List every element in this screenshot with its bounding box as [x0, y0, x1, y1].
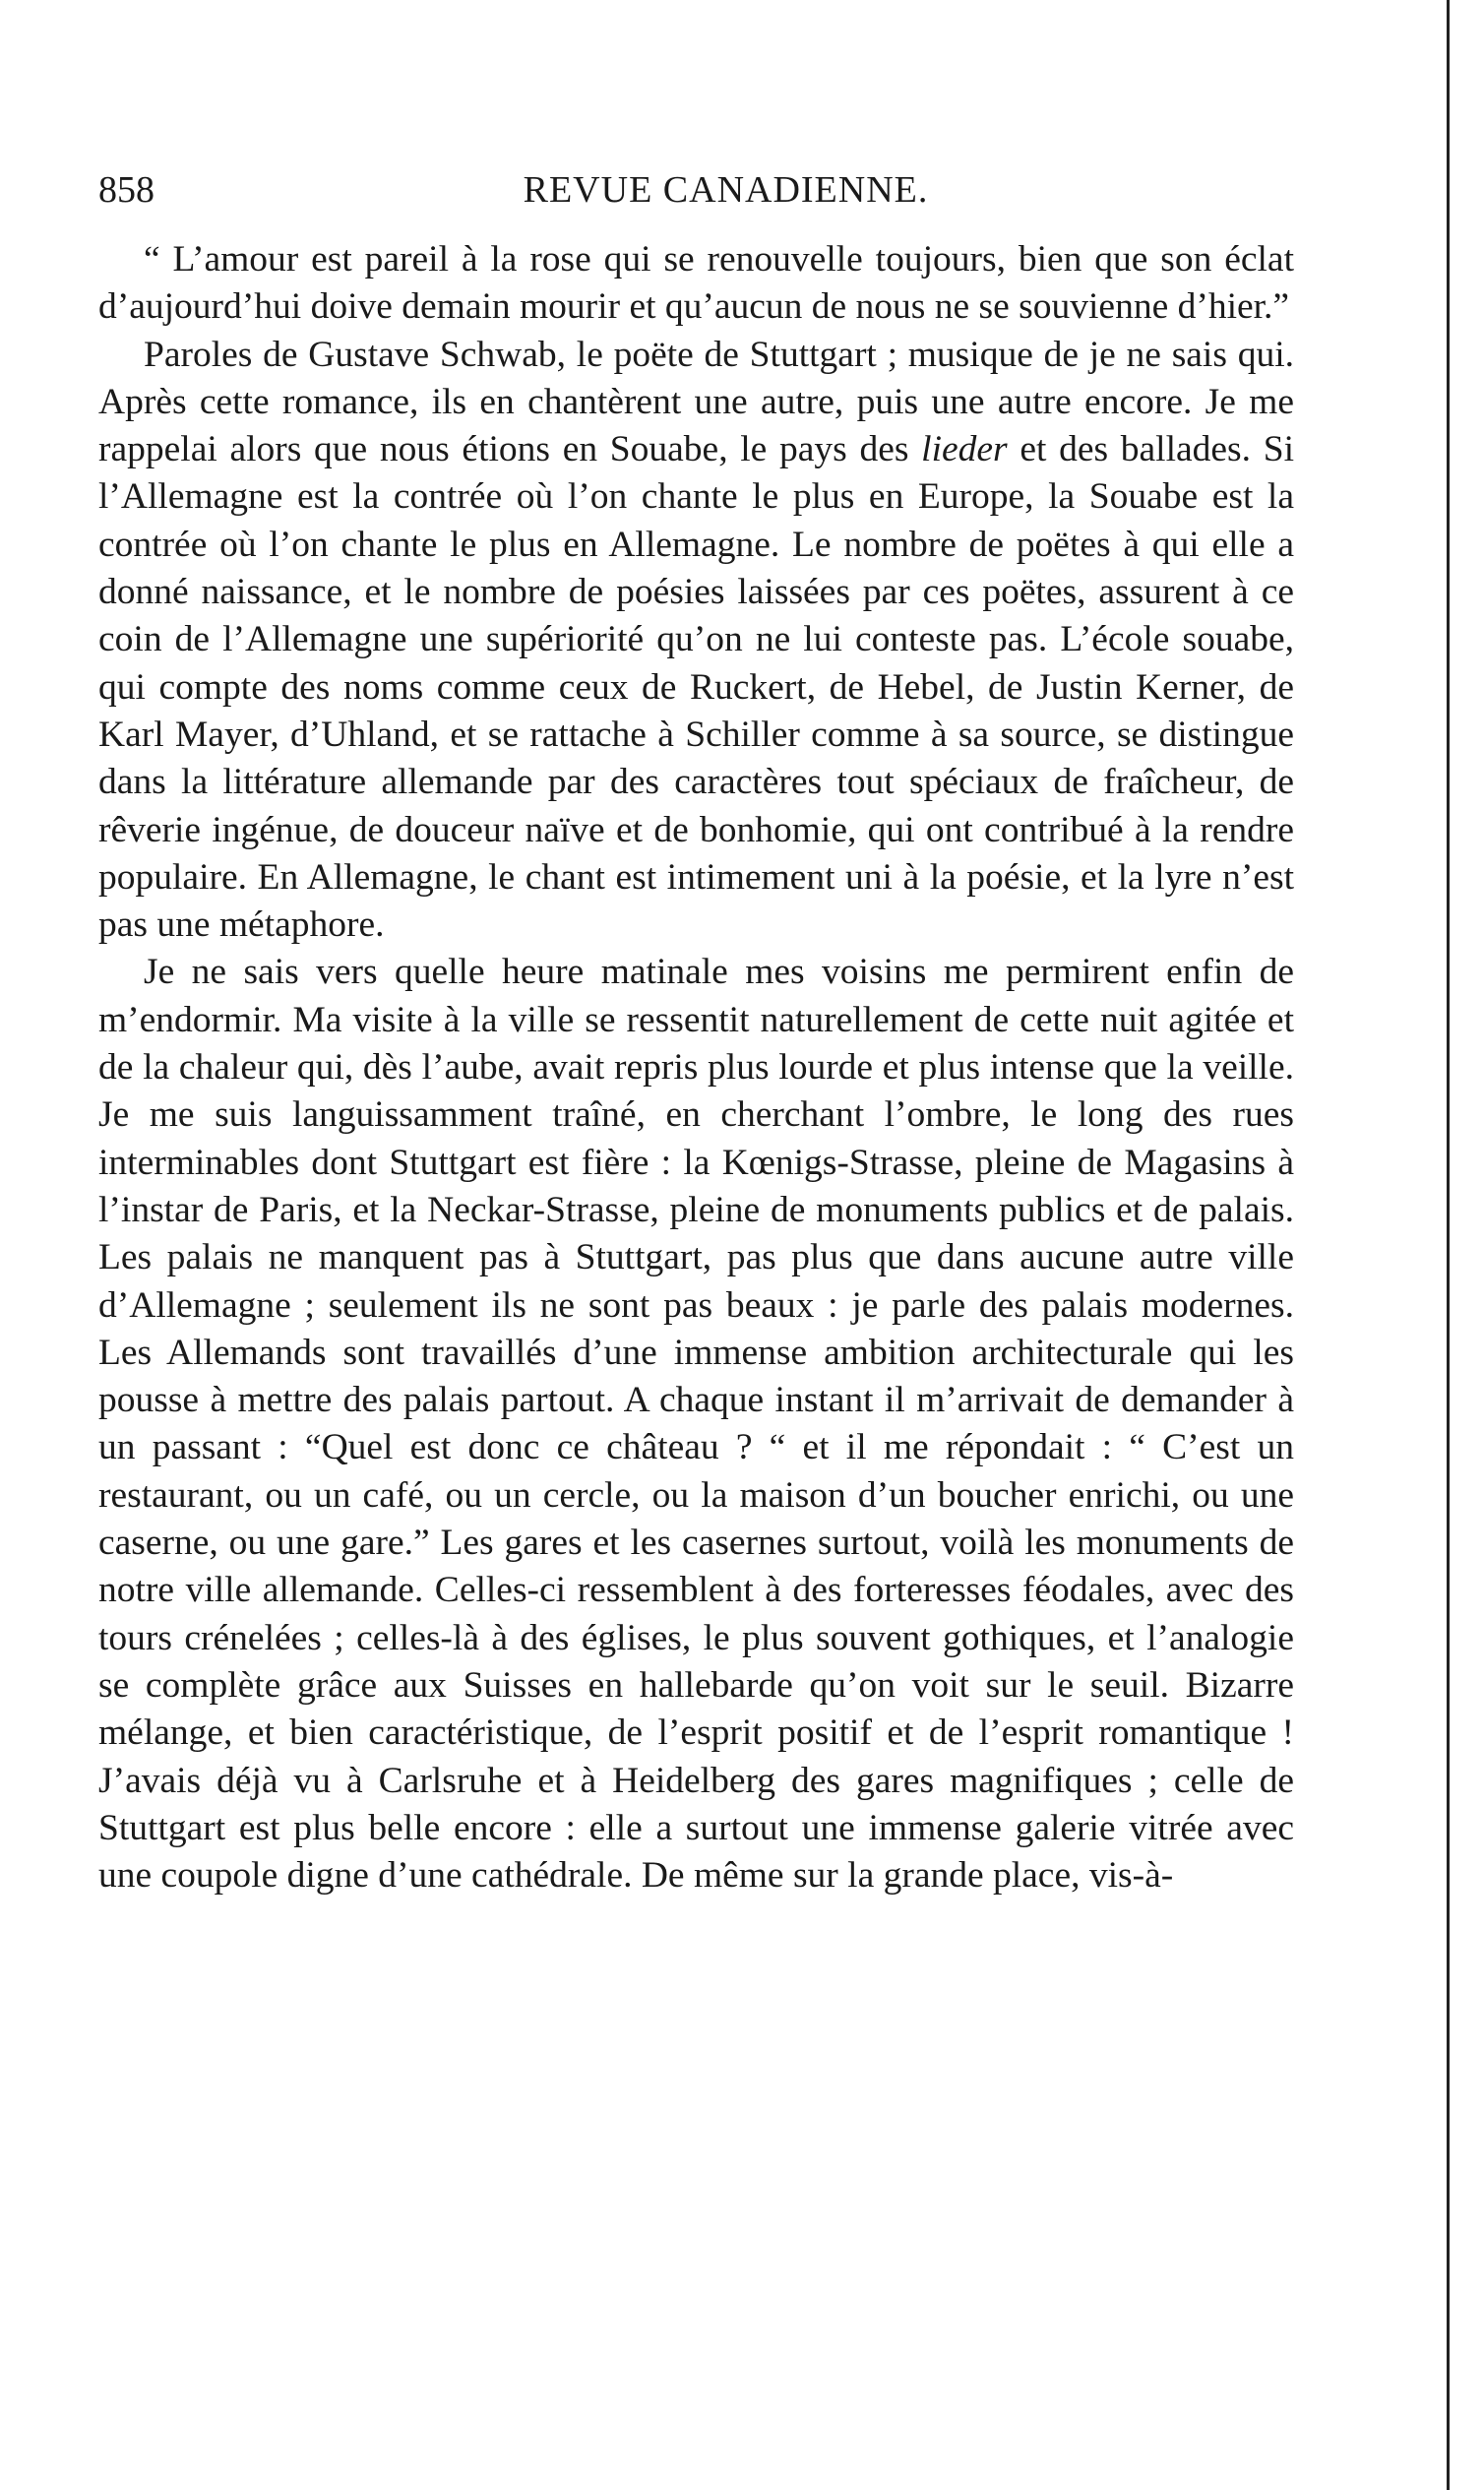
paragraph-stuttgart: Je ne sais vers quelle heure matinale mes voisins me permirent enfin de m’endormir. Ma visite à la ville se ressentit naturellement de cette nuit agitée et de la chaleur qui, dès l’aube, avait repris plus lourde et plus intense que la veille. Je me suis languissamment traîné, en cherchant l’ombre, le long des rues interminables dont Stuttgart est fière : la Kœnigs-Strasse, pleine de Magasins à l’instar de Paris, et la Neckar-Strasse, pleine de monuments publics et de palais. Les palais ne manquent pas à Stuttgart, pas plus que dans aucune autre ville d’Allemagne ; seulement ils ne sont pas beaux : je parle des palais modernes. Les Allemands sont travaillés d’une immense ambition architecturale qui les pousse à mettre des palais partout. A chaque instant il m’arrivait de demander à un passant : “Quel est donc ce château ? “ et il me répondait : “ C’est un restaurant, ou un café, ou un cercle, ou la maison d’un boucher enrichi, ou une caserne, ou une gare.” Les gares et les casernes surtout, voilà les monuments de notre ville allemande. Celles-ci ressemblent à des forteresses féodales, avec des tours crénelées ; celles-là à des églises, le plus souvent gothiques, et l’analogie se complète grâce aux Suisses en hallebarde qu’on voit sur le seuil. Bizarre mélange, et bien caractéristique, de l’esprit positif et de l’esprit romantique ! J’avais déjà vu à Carlsruhe et à Heidelberg des gares magnifiques ; celle de Stuttgart est plus belle encore : elle a surtout une immense galerie vitrée avec une coupole digne d’une cathédrale. De même sur la grande place, vis-à- [98, 952, 1294, 1897]
page-number: 858 [98, 169, 155, 211]
paragraph-text: et des ballades. Si l’Allemagne est la contrée où l’on chante le plus en Europe, la Souabe est la contrée où l’on chante le plus en Allemagne. Le nombre de poëtes à qui elle a donné naissance, et le nombre de poésies laissées par ces poëtes, assurent à ce coin de l’Allemagne une supériorité qu’on ne lui conteste pas. L’école souabe, qui compte des noms comme ceux de Ruckert, de Hebel, de Justin Kerner, de Karl Mayer, d’Uhland, et se rattache à Schiller comme à sa source, se distingue dans la littérature allemande par des caractères tout spéciaux de fraîcheur, de rêverie ingénue, de douceur naïve et de bonhomie, qui ont contribué à la rendre populaire. En Allemagne, le chant est intimement uni à la poésie, et la lyre n’est pas une métaphore. [98, 429, 1294, 946]
body-text [98, 236, 1294, 1899]
paragraph-schwab [98, 332, 1294, 950]
italic-word: lieder [921, 429, 1008, 470]
paragraph-quote: “ L’amour est pareil à la rose qui se renouvelle toujours, bien que son éclat d’aujourd’hui doive demain mourir et qu’aucun de nous ne se souvienne d’hier.” [98, 239, 1294, 328]
page-header [98, 165, 1294, 215]
paragraph-text: Paroles de Gustave Schwab, le poëte de Stuttgart ; musique de je ne sais qui. Après cette romance, ils en chantèrent une autre, puis une autre encore. Je me rappelai alors que nous étions en Souabe, le pays des [98, 334, 1294, 470]
running-title: REVUE CANADIENNE. [523, 169, 929, 211]
page-edge-line [1447, 0, 1450, 2490]
